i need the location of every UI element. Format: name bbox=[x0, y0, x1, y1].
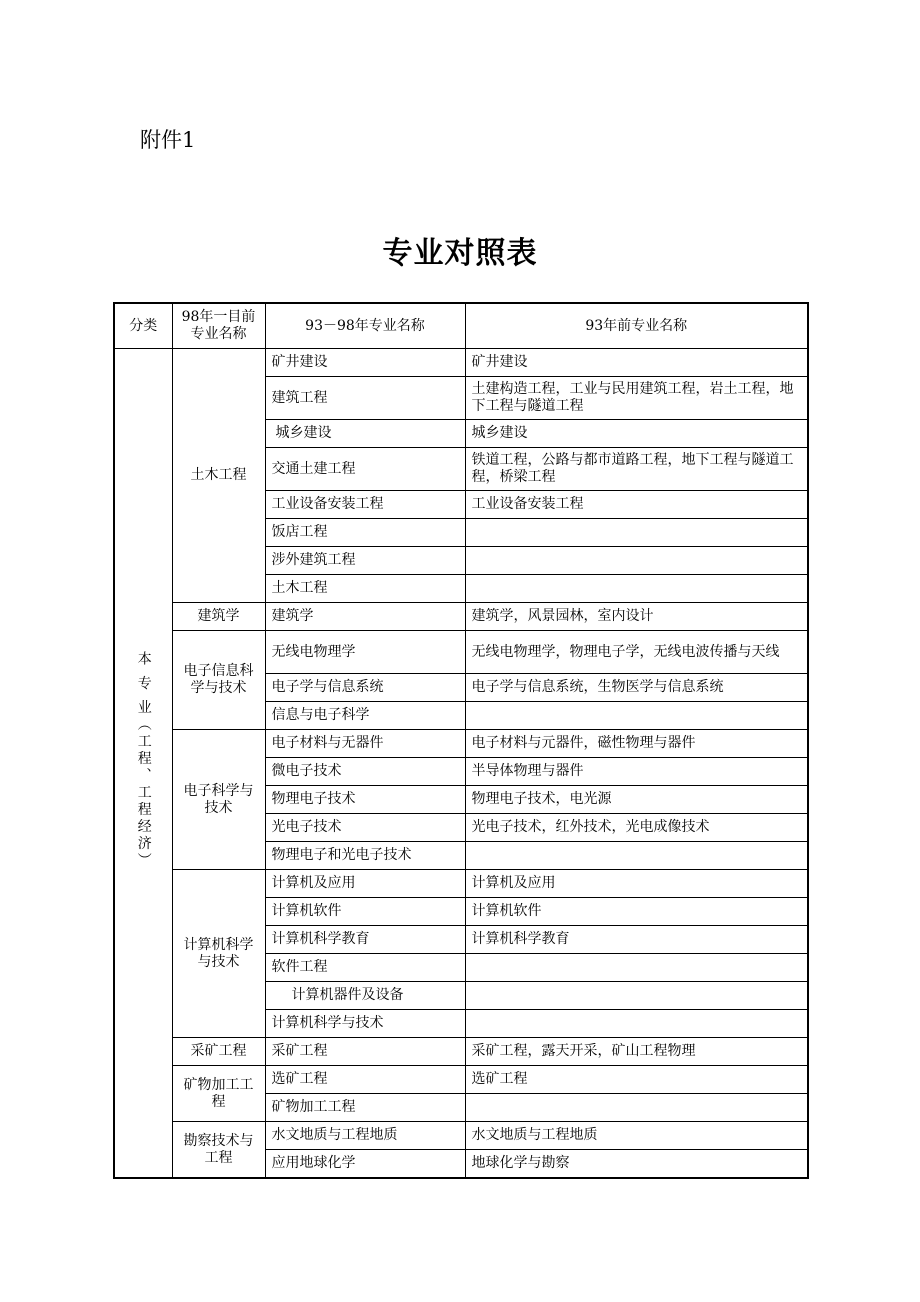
mid-name-cell: 工业设备安装工程 bbox=[265, 491, 465, 519]
table-row bbox=[114, 1122, 808, 1150]
old-name-cell: 建筑学，风景园林，室内设计 bbox=[465, 603, 808, 631]
old-name-cell bbox=[465, 1010, 808, 1038]
header-category: 分类 bbox=[114, 303, 172, 349]
table-row bbox=[114, 870, 808, 898]
mid-name-cell: 软件工程 bbox=[265, 954, 465, 982]
old-name-cell bbox=[465, 575, 808, 603]
old-name-cell bbox=[465, 954, 808, 982]
table-row bbox=[114, 349, 808, 377]
group-cell: 采矿工程 bbox=[172, 1038, 265, 1066]
table-row bbox=[114, 1066, 808, 1094]
mid-name-cell: 电子材料与无器件 bbox=[265, 730, 465, 758]
group-cell: 电子信息科学与技术 bbox=[172, 631, 265, 730]
group-cell: 矿物加工工程 bbox=[172, 1066, 265, 1122]
document-title: 专业对照表 bbox=[382, 236, 538, 271]
header-current-line1: 98年一目前 bbox=[181, 309, 256, 325]
mid-name-cell: 物理电子技术 bbox=[265, 786, 465, 814]
mid-name-cell: 物理电子和光电子技术 bbox=[265, 842, 465, 870]
mid-name-cell: 电子学与信息系统 bbox=[265, 674, 465, 702]
mid-name-cell: 无线电物理学 bbox=[265, 631, 465, 674]
old-name-cell: 计算机软件 bbox=[465, 898, 808, 926]
mid-name-cell: 水文地质与工程地质 bbox=[265, 1122, 465, 1150]
mid-name-cell: 涉外建筑工程 bbox=[265, 547, 465, 575]
mid-name-cell: 计算机科学与技术 bbox=[265, 1010, 465, 1038]
old-name-cell: 水文地质与工程地质 bbox=[465, 1122, 808, 1150]
old-name-cell: 采矿工程，露天开采，矿山工程物理 bbox=[465, 1038, 808, 1066]
mid-name-cell: 计算机及应用 bbox=[265, 870, 465, 898]
old-name-cell: 物理电子技术，电光源 bbox=[465, 786, 808, 814]
old-name-cell bbox=[465, 702, 808, 730]
table-row bbox=[114, 603, 808, 631]
mid-name-cell: 信息与电子科学 bbox=[265, 702, 465, 730]
mid-name-cell: 微电子技术 bbox=[265, 758, 465, 786]
old-name-cell: 城乡建设 bbox=[465, 420, 808, 448]
table-row bbox=[114, 730, 808, 758]
mid-name-cell: 建筑工程 bbox=[265, 377, 465, 420]
mid-name-cell: 计算机科学教育 bbox=[265, 926, 465, 954]
mid-name-cell: 饭店工程 bbox=[265, 519, 465, 547]
category-label: 本 专 业（工程、工程经济） bbox=[135, 651, 152, 870]
table-row bbox=[114, 631, 808, 674]
old-name-cell: 计算机及应用 bbox=[465, 870, 808, 898]
mid-name-cell: 选矿工程 bbox=[265, 1066, 465, 1094]
mid-name-cell: 计算机器件及设备 bbox=[265, 982, 465, 1010]
group-cell: 勘察技术与工程 bbox=[172, 1122, 265, 1179]
old-name-cell bbox=[465, 1094, 808, 1122]
mid-name-cell: 城乡建设 bbox=[265, 420, 465, 448]
table-row bbox=[114, 1038, 808, 1066]
old-name-cell bbox=[465, 982, 808, 1010]
group-cell: 计算机科学与技术 bbox=[172, 870, 265, 1038]
group-cell: 电子科学与技术 bbox=[172, 730, 265, 870]
old-name-cell: 土建构造工程，工业与民用建筑工程，岩土工程，地下工程与隧道工程 bbox=[465, 377, 808, 420]
header-row bbox=[114, 303, 808, 349]
old-name-cell: 计算机科学教育 bbox=[465, 926, 808, 954]
old-name-cell: 电子材料与元器件，磁性物理与器件 bbox=[465, 730, 808, 758]
mid-name-cell: 土木工程 bbox=[265, 575, 465, 603]
old-name-cell: 铁道工程，公路与都市道路工程，地下工程与隧道工程，桥梁工程 bbox=[465, 448, 808, 491]
mid-name-cell: 矿物加工工程 bbox=[265, 1094, 465, 1122]
group-cell: 建筑学 bbox=[172, 603, 265, 631]
major-comparison-table bbox=[113, 302, 809, 1179]
category-cell bbox=[114, 349, 172, 1179]
old-name-cell: 半导体物理与器件 bbox=[465, 758, 808, 786]
mid-name-cell: 采矿工程 bbox=[265, 1038, 465, 1066]
mid-name-cell: 交通土建工程 bbox=[265, 448, 465, 491]
old-name-cell: 地球化学与勘察 bbox=[465, 1150, 808, 1179]
mid-name-cell: 矿井建设 bbox=[265, 349, 465, 377]
old-name-cell: 无线电物理学，物理电子学，无线电波传播与天线 bbox=[465, 631, 808, 674]
mid-name-cell: 光电子技术 bbox=[265, 814, 465, 842]
old-name-cell bbox=[465, 519, 808, 547]
old-name-cell: 矿井建设 bbox=[465, 349, 808, 377]
mid-name-cell: 应用地球化学 bbox=[265, 1150, 465, 1179]
attachment-label: 附件1 bbox=[140, 128, 196, 152]
old-name-cell: 选矿工程 bbox=[465, 1066, 808, 1094]
header-current-name bbox=[172, 303, 265, 349]
mid-name-cell: 建筑学 bbox=[265, 603, 465, 631]
old-name-cell: 工业设备安装工程 bbox=[465, 491, 808, 519]
old-name-cell bbox=[465, 842, 808, 870]
header-current-line2: 专业名称 bbox=[190, 326, 247, 342]
old-name-cell: 光电子技术，红外技术，光电成像技术 bbox=[465, 814, 808, 842]
old-name-cell bbox=[465, 547, 808, 575]
group-cell: 土木工程 bbox=[172, 349, 265, 603]
header-93-98-name: 93－98年专业名称 bbox=[265, 303, 465, 349]
mid-name-cell: 计算机软件 bbox=[265, 898, 465, 926]
header-pre-93-name: 93年前专业名称 bbox=[465, 303, 808, 349]
old-name-cell: 电子学与信息系统，生物医学与信息系统 bbox=[465, 674, 808, 702]
